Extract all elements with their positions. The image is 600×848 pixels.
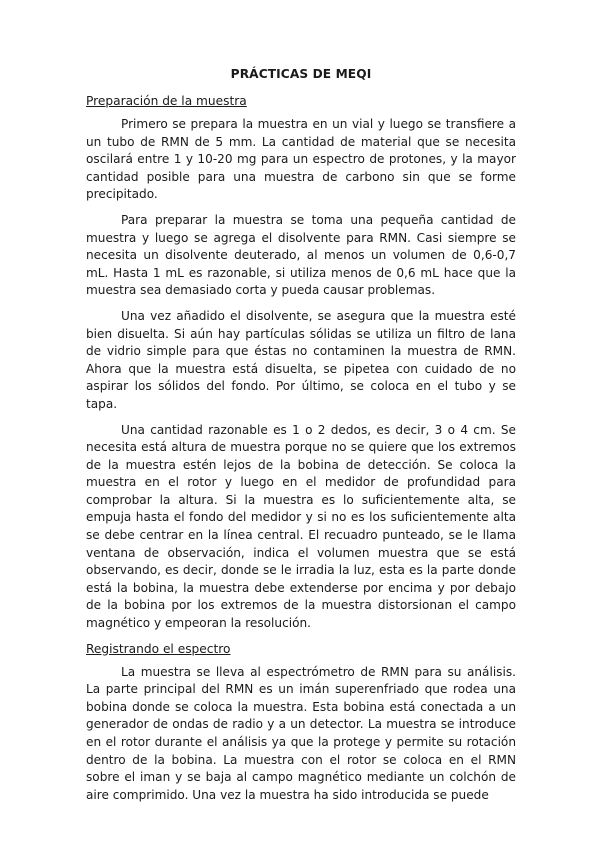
document-page [86, 66, 516, 812]
section-registrando [86, 641, 516, 805]
paragraph: Una vez añadido el disolvente, se asegura que la muestra esté bien disuelta. Si aún hay partículas sólidas se utiliza un filtro de lana de vidrio simple para que éstas no contaminen la muestra de RMN. Ahora que la muestra está disuelta, se pipetea con cuidado de no aspirar los sólidos del fondo. Por último, se coloca en el tubo y se tapa. [86, 308, 516, 411]
paragraph: La muestra se lleva al espectrómetro de RMN para su análisis. La parte principal del RMN es un imán superenfriado que rodea una bobina donde se coloca la muestra. Esta bobina está conectada a un generador de ondas de radio y a un detector. La muestra se introduce en el rotor durante el análisis ya que la protege y permite su rotación dentro de la bobina. La muestra con el rotor se coloca en el RMN sobre el iman y se baja al campo magnético mediante un colchón de aire comprimido. Una vez la muestra ha sido introducida se puede [86, 664, 516, 802]
section-preparacion [86, 93, 516, 633]
paragraph: Una cantidad razonable es 1 o 2 dedos, es decir, 3 o 4 cm. Se necesita está altura de muestra porque no se quiere que los extremos de la muestra estén lejos de la bobina de detección. Se coloca la muestra en el rotor y luego en el medidor de profundidad para comprobar la altura. Si la muestra es lo suficientemente alta, se empuja hasta el fondo del medidor y si no es los suficientemente alta se debe centrar en la línea central. El recuadro punteado, se le llama ventana de observación, indica el volumen muestra que se está observando, es decir, donde se le irradia la luz, esta es la parte donde está la bobina, la muestra debe extenderse por encima y por debajo de la bobina por los extremos de la muestra distorsionan el campo magnético y empeoran la resolución. [86, 422, 516, 631]
paragraph: Primero se prepara la muestra en un vial y luego se transfiere a un tubo de RMN de 5 mm. La cantidad de material que se necesita oscilará entre 1 y 10-20 mg para un espectro de protones, y la mayor cantidad posible para una muestra de carbono sin que se forme precipitado. [86, 117, 516, 202]
document-title: PRÁCTICAS DE MEQI [230, 67, 372, 81]
section-heading: Preparación de la muestra [86, 94, 247, 108]
paragraph: Para preparar la muestra se toma una pequeña cantidad de muestra y luego se agrega el disolvente para RMN. Casi siempre se necesita un disolvente deuterado, al menos un volumen de 0,6-0,7 mL. Hasta 1 mL es razonable, si utiliza menos de 0,6 mL hace que la muestra sea demasiado corta y pueda causar problemas. [86, 212, 516, 298]
section-heading: Registrando el espectro [86, 641, 231, 656]
